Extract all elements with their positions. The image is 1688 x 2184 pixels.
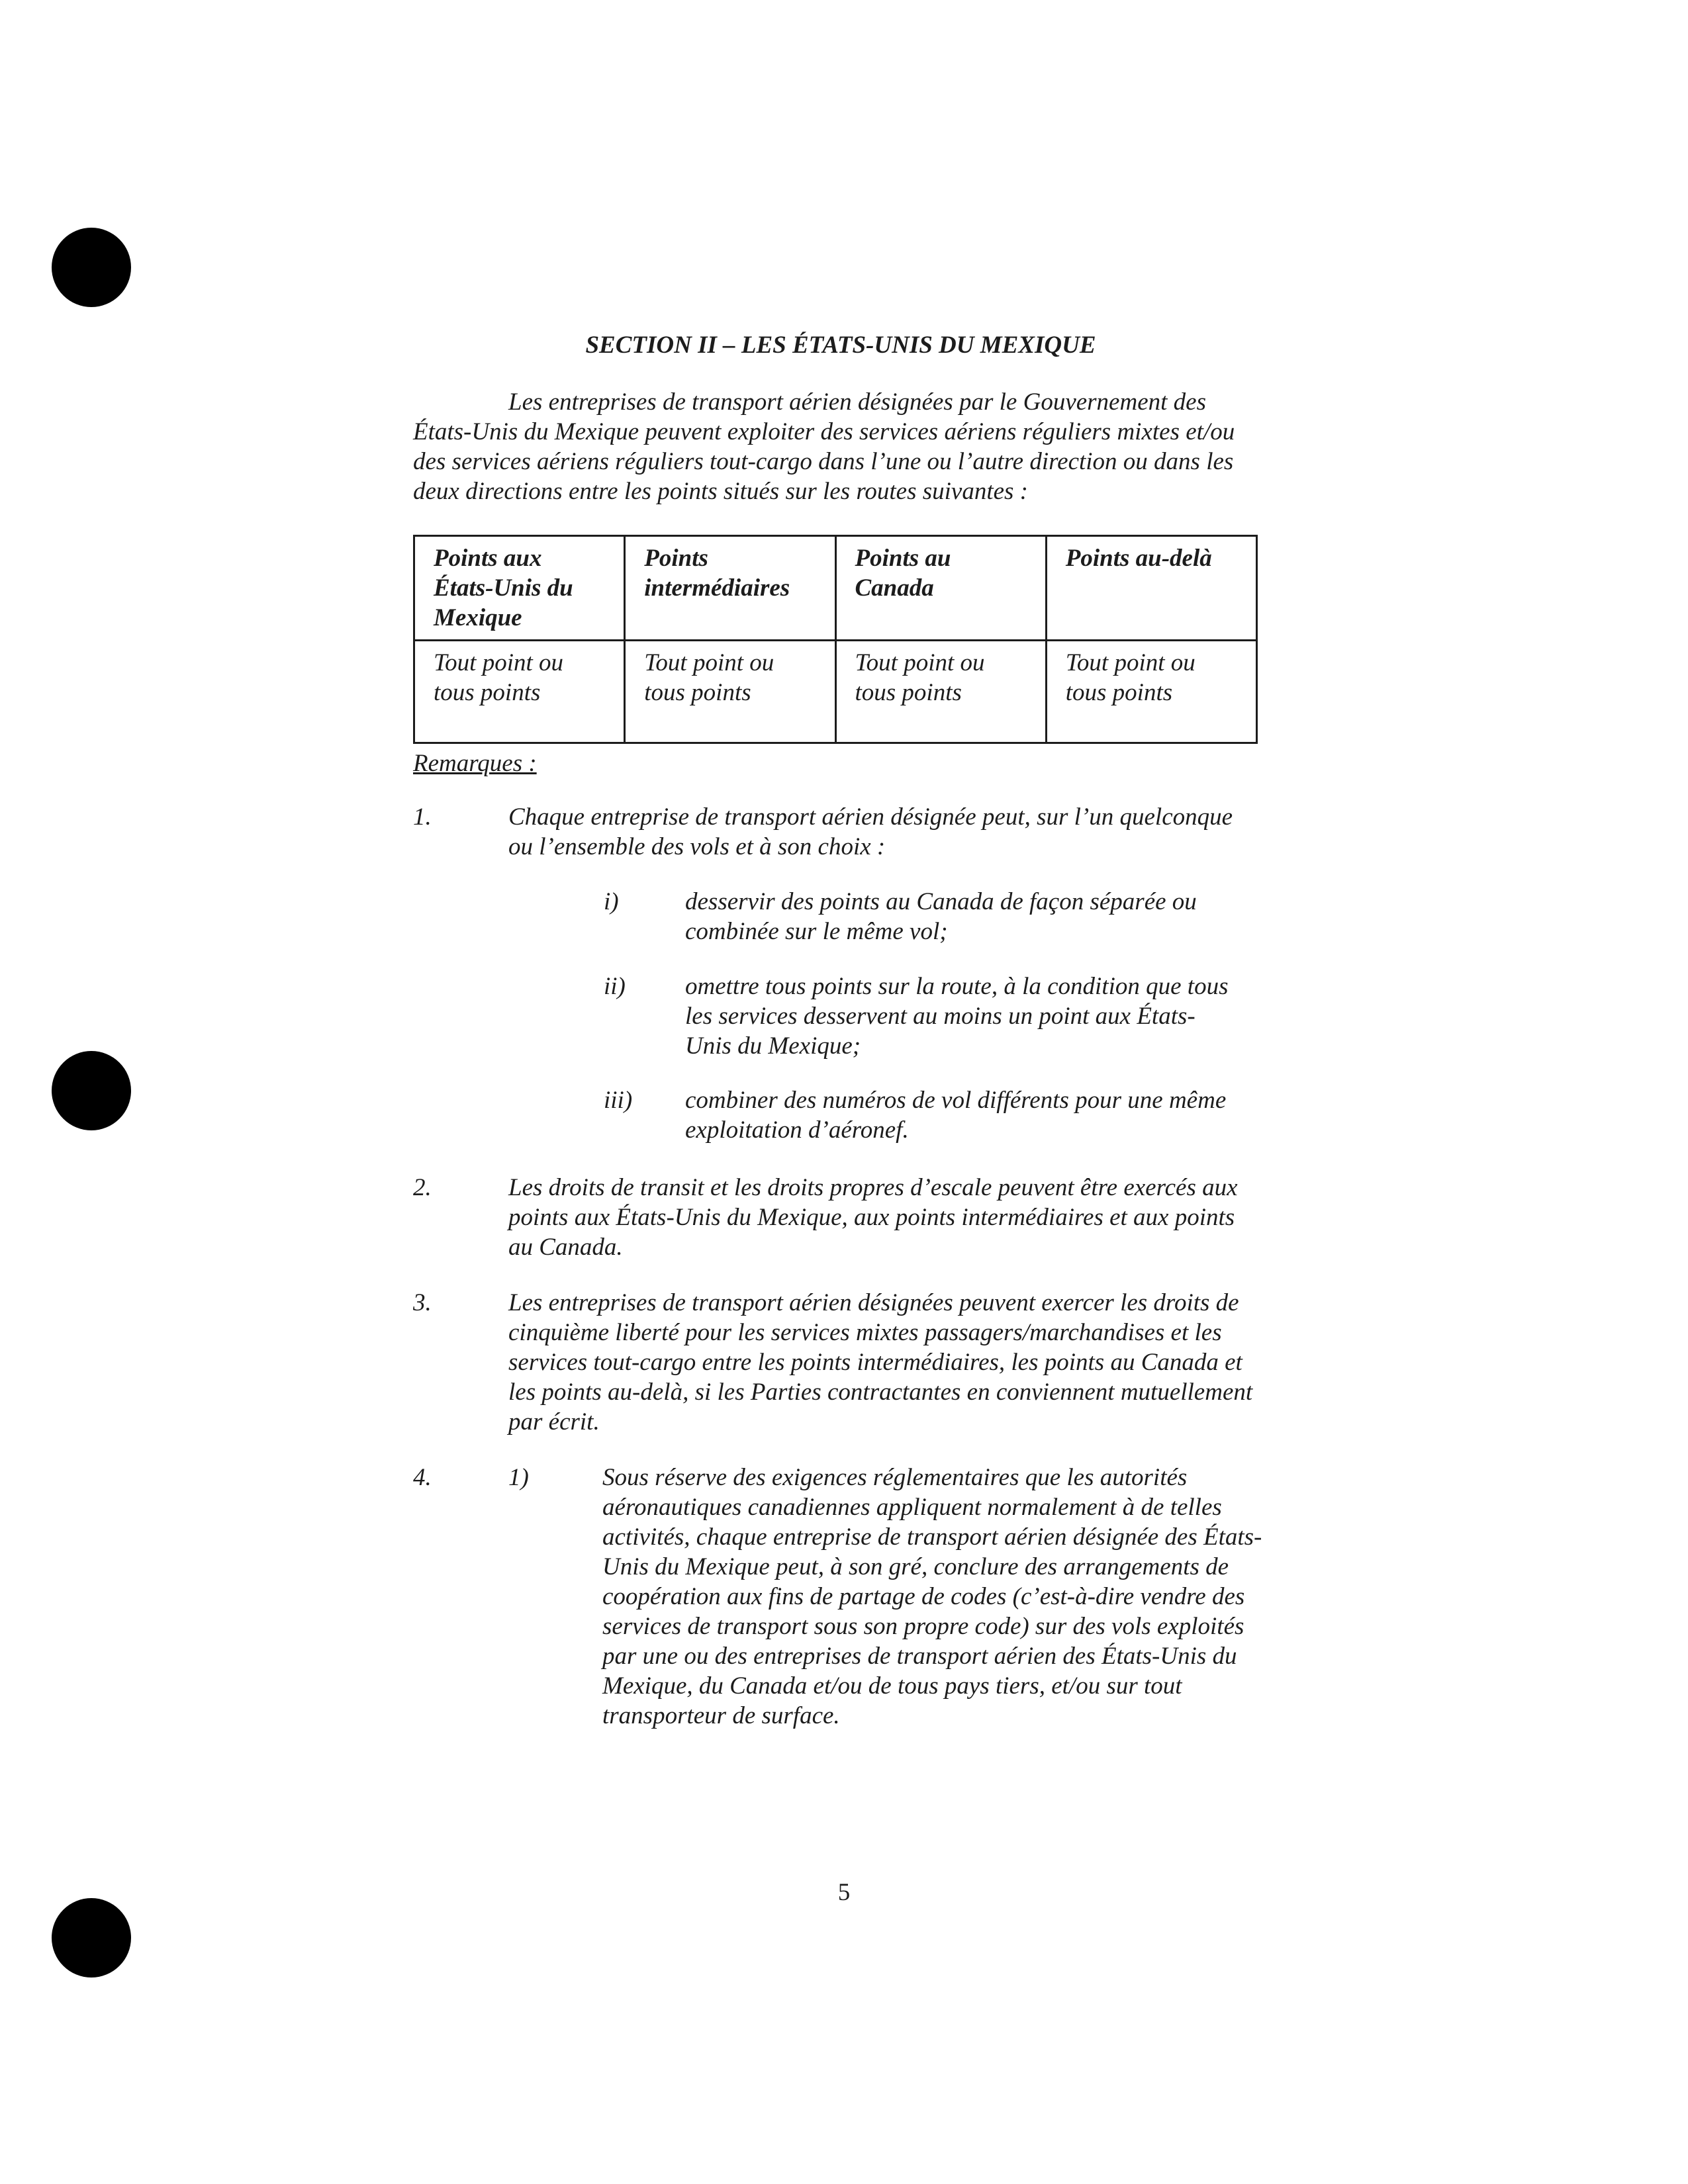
page-number: 5: [837, 1879, 851, 1906]
sub-item-number: ii): [604, 973, 626, 1000]
sub-item-text: desservir des points au Canada de façon séparée ou combinée sur le même vol;: [685, 888, 1197, 945]
routes-table: [413, 535, 1258, 744]
note-text: Les droits de transit et les droits propres d’escale peuvent être exercés aux points aux États-Unis du Mexique, aux points intermédiaires et aux points au Canada.: [508, 1174, 1238, 1261]
table-row: [414, 641, 1257, 743]
cell-points-canada: Tout point ou tous points: [835, 641, 1046, 743]
page-title: SECTION II – LES ÉTATS-UNIS DU MEXIQUE: [585, 332, 1096, 359]
note-text: Chaque entreprise de transport aérien désignée peut, sur l’un quelconque ou l’ensemble des vols et à son choix :: [508, 803, 1233, 860]
punch-hole-middle: [52, 1051, 131, 1130]
cell-points-mexique: Tout point ou tous points: [414, 641, 625, 743]
note-text: Sous réserve des exigences réglementaires que les autorités aéronautiques canadiennes appliquent normalement à de telles activités, chaque entreprise de transport aérien désignée des États-Unis du Mexique peut, à son gré, conclure des arrangements de coopération aux fins de partage de codes (c’est-à-dire vendre des services de transport sous son propre code) sur des vols exploités par une ou des entreprises de transport aérien des États-Unis du Mexique, du Canada et/ou de tous pays tiers, et/ou sur tout transporteur de surface.: [602, 1464, 1262, 1729]
header-points-mexique: Points aux États-Unis du Mexique: [414, 536, 625, 641]
header-points-intermediaires: Points intermédiaires: [625, 536, 835, 641]
cell-points-au-dela: Tout point ou tous points: [1046, 641, 1256, 743]
sub-item-text: combiner des numéros de vol différents pour une même exploitation d’aéronef.: [685, 1087, 1227, 1144]
remarks-label: Remarques :: [413, 750, 537, 777]
sub-item-text: omettre tous points sur la route, à la condition que tous les services desservent au moins un point aux États-Unis du Mexique;: [685, 973, 1229, 1060]
note-number: 2.: [413, 1174, 432, 1201]
intro-paragraph: Les entreprises de transport aérien désignées par le Gouvernement des États-Unis du Mexique peuvent exploiter des services aériens réguliers mixtes et/ou des services aériens réguliers tout-cargo dans l’une ou l’autre direction ou dans les deux directions entre les points situés sur les routes suivantes :: [413, 388, 1235, 505]
sub-item-number: iii): [604, 1087, 633, 1114]
header-points-au-dela: Points au-delà: [1046, 536, 1256, 641]
sub-item-number: i): [604, 888, 619, 915]
header-points-canada: Points au Canada: [835, 536, 1046, 641]
punch-hole-top: [52, 228, 131, 307]
note-number: 4.: [413, 1464, 432, 1491]
note-number: 1.: [413, 803, 432, 831]
note-text: Les entreprises de transport aérien désignées peuvent exercer les droits de cinquième liberté pour les services mixtes passagers/marchandises et les services tout-cargo entre les points intermédiaires, les points au Canada et les points au-delà, si les Parties contractantes en conviennent mutuellement par écrit.: [508, 1289, 1253, 1435]
punch-hole-bottom: [52, 1898, 131, 1978]
note-number: 3.: [413, 1289, 432, 1316]
cell-points-intermediaires: Tout point ou tous points: [625, 641, 835, 743]
sub-item-number: 1): [508, 1464, 529, 1491]
table-header-row: [414, 536, 1257, 641]
